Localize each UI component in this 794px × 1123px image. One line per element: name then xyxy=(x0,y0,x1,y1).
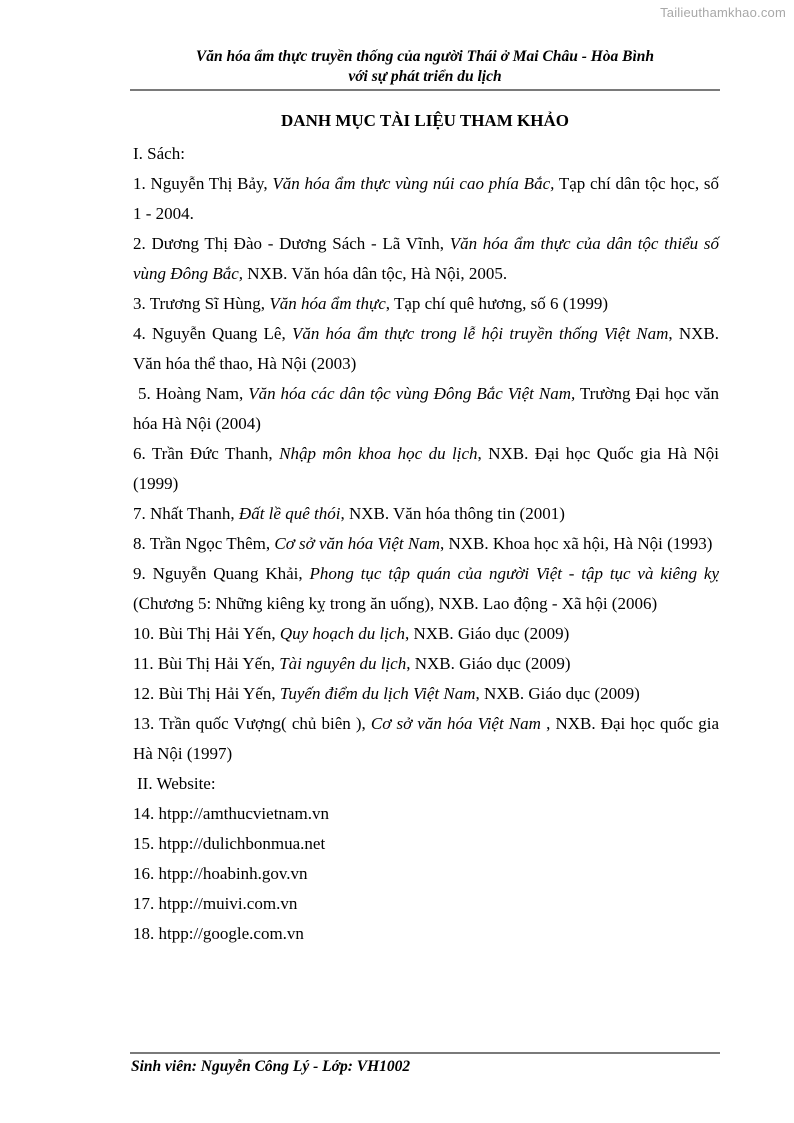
watermark-text: Tailieuthamkhao.com xyxy=(660,5,786,20)
running-header-line-1: Văn hóa ẩm thực truyền thống của người Thái ở Mai Châu - Hòa Bình xyxy=(195,48,655,65)
footer-author: Sinh viên: Nguyễn Công Lý - Lớp: VH1002 xyxy=(131,1058,411,1075)
reference-entry: 10. Bùi Thị Hải Yến, Quy hoạch du lịch, NXB. Giáo dục (2009) xyxy=(133,624,570,643)
reference-entry: 4. Nguyễn Quang Lê, Văn hóa ẩm thực trong lễ hội truyền thống Việt Nam, NXB. Văn hóa thể thao, Hà Nội (2003) xyxy=(133,324,719,373)
reference-entry: 11. Bùi Thị Hải Yến, Tài nguyên du lịch, NXB. Giáo dục (2009) xyxy=(133,654,571,673)
page-title: DANH MỤC TÀI LIỆU THAM KHẢO xyxy=(281,111,569,130)
reference-entry: 3. Trương Sĩ Hùng, Văn hóa ẩm thực, Tạp chí quê hương, số 6 (1999) xyxy=(133,294,609,313)
reference-entry: 9. Nguyễn Quang Khải, Phong tục tập quán của người Việt - tập tục và kiêng kỵ (Chương 5: Những kiêng kỵ trong ăn uống), NXB. Lao động - Xã hội (2006) xyxy=(133,564,719,613)
website-entry: 16. htpp://hoabinh.gov.vn xyxy=(133,864,308,883)
website-entry: 14. htpp://amthucvietnam.vn xyxy=(133,804,329,823)
website-entry: 18. htpp://google.com.vn xyxy=(133,924,304,943)
reference-entry: 7. Nhất Thanh, Đất lề quê thói, NXB. Văn hóa thông tin (2001) xyxy=(133,504,565,523)
section-heading-books: I. Sách: xyxy=(133,144,185,163)
reference-entry: 12. Bùi Thị Hải Yến, Tuyến điểm du lịch Việt Nam, NXB. Giáo dục (2009) xyxy=(133,684,640,703)
reference-entry: 5. Hoàng Nam, Văn hóa các dân tộc vùng Đông Bắc Việt Nam, Trường Đại học văn hóa Hà Nội (2004) xyxy=(133,384,724,433)
footer-rule xyxy=(130,1052,720,1054)
header-rule xyxy=(130,89,720,91)
reference-entry: 8. Trần Ngọc Thêm, Cơ sở văn hóa Việt Nam, NXB. Khoa học xã hội, Hà Nội (1993) xyxy=(133,534,713,553)
reference-entry: 2. Dương Thị Đào - Dương Sách - Lã Vĩnh, Văn hóa ẩm thực của dân tộc thiểu số vùng Đông Bắc, NXB. Văn hóa dân tộc, Hà Nội, 2005. xyxy=(133,234,719,283)
reference-entry: 13. Trần quốc Vượng( chủ biên ), Cơ sở văn hóa Việt Nam , NXB. Đại học quốc gia Hà Nội (1997) xyxy=(133,714,719,763)
running-header-line-2: với sự phát triển du lịch xyxy=(348,68,502,85)
section-heading-websites: II. Website: xyxy=(137,774,216,793)
reference-entry: 1. Nguyễn Thị Bảy, Văn hóa ẩm thực vùng núi cao phía Bắc, Tạp chí dân tộc học, số 1 - 2004. xyxy=(133,174,720,223)
reference-entry: 6. Trần Đức Thanh, Nhập môn khoa học du lịch, NXB. Đại học Quốc gia Hà Nội (1999) xyxy=(133,444,719,493)
website-entry: 15. htpp://dulichbonmua.net xyxy=(133,834,326,853)
running-header xyxy=(130,47,720,87)
website-entry: 17. htpp://muivi.com.vn xyxy=(133,894,298,913)
reference-list xyxy=(133,139,724,949)
